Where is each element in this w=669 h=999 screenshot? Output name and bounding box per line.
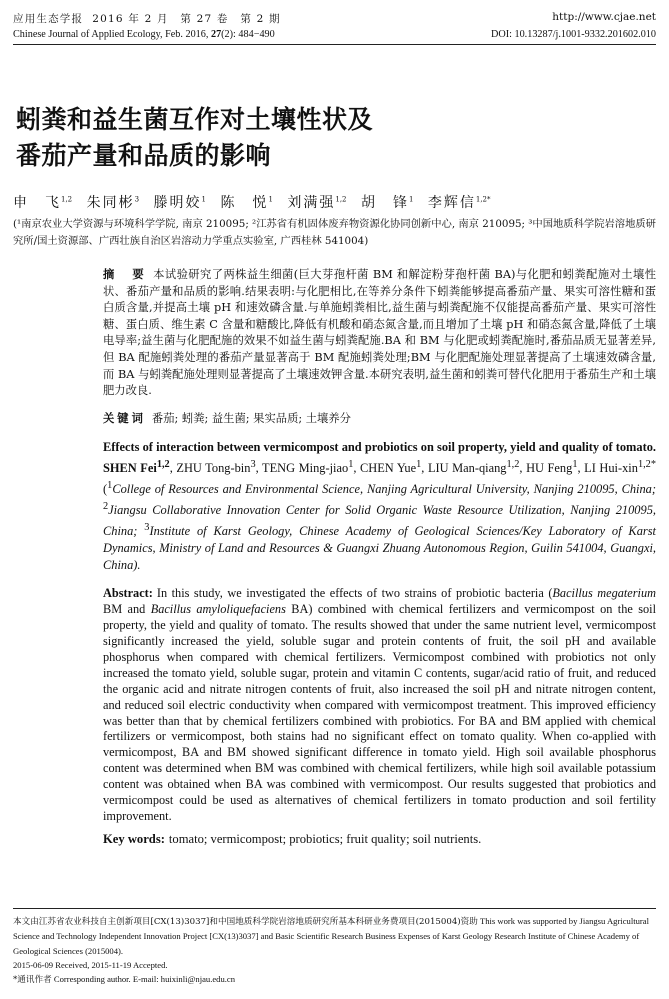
keywords-label-en: Key words: bbox=[103, 831, 165, 846]
author bbox=[287, 195, 346, 211]
author-affil-mark: 1 bbox=[268, 195, 273, 204]
author-name-en: LIU Man-qiang bbox=[427, 460, 507, 475]
journal-name-en: Chinese Journal of Applied Ecology, Feb. 2016, bbox=[13, 29, 211, 40]
funding-cn: 本文由江苏省农业科技自主创新项目[CX(13)3037]和中国地质科学院岩溶地质研究所基本科研业务费项目(2015004)资助 bbox=[13, 917, 478, 927]
abstract-text-en: BA) combined with chemical fertilizers and vermicompost on the soil property, the yield and quality of tomato. The results showed that under the same nutrient level, vermicompost significantly increased the yield, soluble sugar and protein contents of fruit, the soil pH and available phosphorus when compared with chemical fertilizers. Vermicompost combined with probiotics not only increased the tomato yield, soluble sugar, protein and vitamin C contents, sugar/acid ratio of fruit, and reduced the organic acid and nitrate nitrogen contents of fruit, also increased the soil pH and nitrate nitrogen content, and reduced soil electric conductivity when compared with vermicompost treatment. This improved efficiency was better than that by chemical fertilizers combined with probiotics. For BA and BM applied with chemical fertilizers or vermicompost, both stains had no significant effect on tomato quality. When co-applied with vermicompost, BA and BM showed significant difference in tomato yield. High soil available phosphorus content was determined when BM was combined with chemical fertilizers, while high soil available potassium content was obtained when BA was combined with vermicompost. Our results suggested that probiotics and vermicompost could be used as alternatives of chemical fertilizers in tomato production and soil fertility improvement. bbox=[103, 602, 656, 823]
volume-number: 27 bbox=[210, 29, 222, 40]
abstract-text-en: BM and bbox=[103, 602, 151, 617]
author bbox=[526, 458, 578, 475]
issue-pages: (2): 484−490 bbox=[221, 29, 275, 40]
abstract-en bbox=[103, 586, 656, 825]
author-affil-mark: 3 bbox=[250, 458, 256, 470]
issue-cn: 2016 年 2 月 第 27 卷 第 2 期 bbox=[92, 13, 281, 25]
author-affil-mark: 1,2 bbox=[156, 458, 170, 470]
author-name-en: CHEN Yue bbox=[360, 460, 417, 475]
author bbox=[427, 458, 520, 475]
author-name-en: HU Feng bbox=[526, 460, 573, 475]
author-name-en: SHEN Fei bbox=[103, 460, 157, 475]
author bbox=[220, 195, 272, 211]
affiliations-cn: (¹南京农业大学资源与环境科学学院, 南京 210095; ²江苏省有机固体废弃物资源化协同创新中心, 南京 210095; ³中国地质科学院岩溶地质研究所/国土资源部、广西壮族自治区岩溶动力学重点实验室, 广西桂林 541004) bbox=[13, 218, 656, 247]
author bbox=[154, 195, 206, 211]
keywords-en bbox=[103, 832, 656, 847]
author-name: 朱同彬 bbox=[86, 195, 135, 211]
author-list-cn bbox=[13, 192, 656, 212]
abstract-label-cn: 摘 要 bbox=[103, 268, 148, 281]
author-name: 胡 锋 bbox=[360, 195, 409, 211]
corresponding-author bbox=[13, 972, 656, 987]
running-header-top bbox=[13, 0, 656, 26]
author-name: 申 飞 bbox=[13, 195, 61, 211]
affiliation-en-1: College of Resources and Environmental Science, Nanjing Agricultural University, Nanjing 210095, China; bbox=[112, 482, 656, 496]
affiliation-en-3: Institute of Karst Geology, Chinese Academy of Geological Sciences/Key Laboratory of Karst Dynamics, Ministry of Land and Resources & Guangxi Zhuang Autonomous Region, Guilin 541004, Guangxi, China). bbox=[103, 524, 656, 573]
funding-en: This work was supported by Jiangsu Agricultural Science and Technology Independent Innovation Project [CX(13)3037] and Basic Scientific Research Business Expenses of Karst Geology Research Institute of Chinese Academy of Geological Sciences (2015004). bbox=[13, 916, 649, 956]
title-line-1: 蚓粪和益生菌互作对土壤性状及 bbox=[16, 105, 374, 134]
author-name-en: TENG Ming-jiao bbox=[262, 460, 349, 475]
author-name: 李辉信 bbox=[427, 195, 476, 211]
doi[interactable]: DOI: 10.13287/j.1001-9332.201602.010 bbox=[491, 29, 656, 40]
author-affil-mark: 1,2* bbox=[475, 195, 491, 204]
corresponding-email[interactable]: Corresponding author. E-mail: huixinli@njau.edu.cn bbox=[53, 974, 236, 985]
author-affil-mark: 1,2* bbox=[637, 458, 657, 470]
species-name: Bacillus amyloliquefaciens bbox=[150, 602, 286, 617]
title-line-2: 番茄产量和品质的影响 bbox=[16, 141, 272, 170]
abstract-cn bbox=[103, 267, 656, 400]
species-name: Bacillus megaterium bbox=[552, 586, 656, 601]
author-name: 刘满强 bbox=[287, 195, 336, 211]
running-header-bottom bbox=[13, 29, 656, 45]
footnote bbox=[13, 908, 656, 987]
author bbox=[584, 458, 657, 475]
author-name-en: LI Hui-xin bbox=[584, 460, 638, 475]
corresponding-label-cn: *通讯作者 bbox=[13, 975, 52, 986]
author-affil-mark: 1 bbox=[416, 458, 422, 470]
author bbox=[262, 458, 354, 475]
journal-name-cn: 应用生态学报 bbox=[13, 13, 84, 25]
keywords-text-en: tomato; vermicompost; probiotics; fruit quality; soil nutrients. bbox=[168, 831, 482, 846]
article-title-cn bbox=[16, 102, 656, 174]
funding-note bbox=[13, 914, 656, 958]
author-affil-mark: 1 bbox=[408, 195, 414, 204]
article-title-en: Effects of interaction between vermicompost and probiotics on soil property, yield and quality of tomato. bbox=[103, 439, 656, 454]
author-affil-mark: 3 bbox=[134, 195, 140, 204]
author bbox=[176, 458, 256, 475]
author bbox=[13, 195, 72, 211]
author bbox=[87, 195, 139, 211]
author-affil-mark: 1,2 bbox=[61, 195, 73, 204]
keywords-text-cn: 番茄; 蚓粪; 益生菌; 果实品质; 土壤养分 bbox=[151, 411, 351, 425]
english-title-block: Effects of interaction between vermicompost and probiotics on soil property, yield and quality of tomato. SHEN Fei$^{1,2}$, ZHU Tong-bin$^3$, TENG Ming-jiao$^1$, CHEN Yue$^1$, LIU Man-qiang$^{1,2}$, HU Feng$^1$, LI Hui-xin$^{1,2*}$ ($^1$College of Resources and Environmental Science, Nanjing Agricultural University, Nanjing 210095, China; $^2$Jiangsu Collaborative Innovation Center for Solid Organic Waste Resource Utilization, Nanjing 210095, China; $^3$Institute of Karst Geology, Chinese Academy of Geological Sciences/Key Laboratory of Karst Dynamics, Ministry of Land and Resources & Guangxi Zhuang Autonomous Region, Guilin 541004, Guangxi, China). bbox=[103, 439, 657, 573]
author-affil-mark: 1 bbox=[572, 458, 578, 470]
author-affil-mark: 1 bbox=[201, 195, 206, 204]
keywords-cn bbox=[103, 410, 656, 426]
author-name: 陈 悦 bbox=[220, 195, 269, 211]
abstract-label-en: Abstract: bbox=[103, 586, 153, 601]
journal-issue-cn bbox=[13, 11, 281, 26]
author-affil-mark: 1 bbox=[348, 458, 354, 470]
author bbox=[360, 458, 422, 475]
keywords-label-cn: 关键词 bbox=[103, 411, 146, 425]
received-accepted-dates: 2015-06-09 Received, 2015-11-19 Accepted. bbox=[13, 959, 168, 970]
affiliation-en-2: Jiangsu Collaborative Innovation Center for Solid Organic Waste Resource Utilization, Nanjing 210095, China; bbox=[103, 503, 656, 539]
author bbox=[428, 195, 491, 211]
abstract-text-cn: 本试验研究了两株益生细菌(巨大芽孢杆菌 BM 和解淀粉芽孢杆菌 BA)与化肥和蚓粪配施对土壤性状、番茄产量和品质的影响.结果表明:与化肥相比,在等养分条件下蚓粪能够提高番茄产量、果实可溶性糖和蛋白质含量,并提高土壤 pH 和速效磷含量.与单施蚓粪相比,益生菌与蚓粪配施不仅能提高番茄产量、果实可溶性糖、蛋白质、维生素 C 含量和糖酸比,降低有机酸和硝态氮含量,而且增加了土壤 pH 和硝态氮含量,降低了土壤电导率;益生菌与化肥配施的效果不如益生菌与蚓粪配施.BA 和 BM 与化肥或蚓粪配施时,番茄品质无显著差异,但 BA 配施蚓粪处理的番茄产量显著高于 BM 配施蚓粪处理;BM 与化肥配施处理显著提高了土壤速效磷含量,而 BA 与蚓粪配施处理则显著提高了土壤速效钾含量.本研究表明,益生菌和蚓粪可替代化肥用于番茄生产和土壤肥力改良. bbox=[103, 268, 656, 398]
author-name: 滕明姣 bbox=[153, 195, 202, 211]
author bbox=[103, 458, 170, 475]
author-affil-mark: 1,2 bbox=[506, 458, 520, 470]
journal-citation-en bbox=[13, 29, 275, 40]
author bbox=[361, 195, 413, 211]
journal-url[interactable]: http://www.cjae.net bbox=[552, 11, 656, 23]
abstract-text-en: In this study, we investigated the effects of two strains of probiotic bacteria ( bbox=[156, 586, 553, 601]
author-name-en: ZHU Tong-bin bbox=[176, 460, 251, 475]
author-affil-mark: 1,2 bbox=[335, 195, 347, 204]
